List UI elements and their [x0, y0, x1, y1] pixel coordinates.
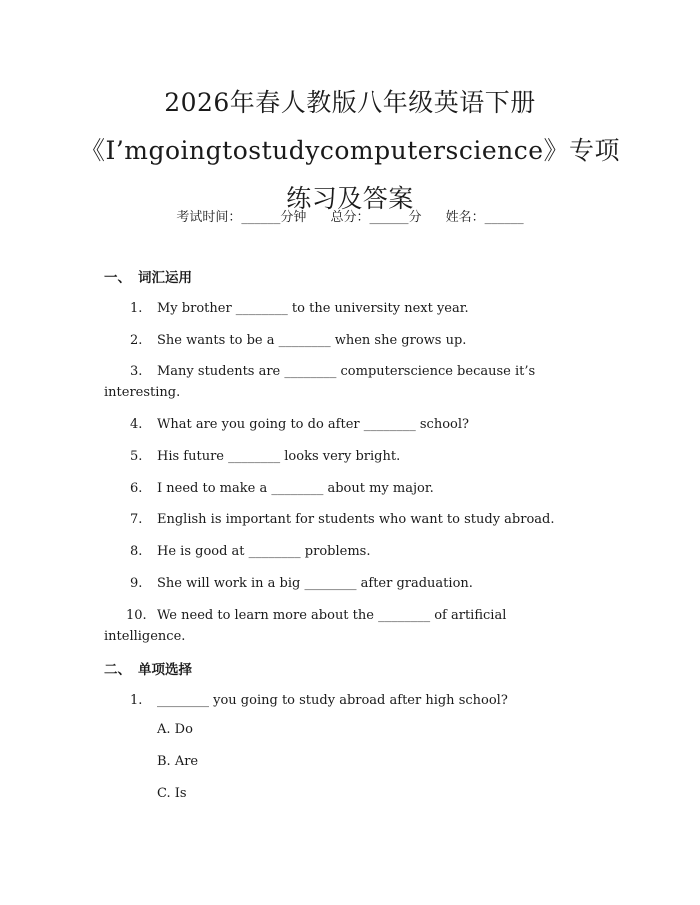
question-text: English is important for students who want to study abroad.: [157, 512, 555, 527]
question-item: [104, 573, 584, 594]
document-title: [60, 84, 640, 218]
question-number: 1.: [130, 693, 143, 708]
exam-meta: [0, 206, 700, 225]
question-number: 1.: [130, 301, 143, 316]
question-item: [104, 298, 584, 319]
question-text: ________ you going to study abroad after high school?: [157, 693, 508, 708]
exam-score: 总分：______分: [330, 210, 422, 225]
section-number: 一、: [104, 270, 131, 286]
option-b: B. Are: [157, 754, 199, 769]
option-c: C. Is: [157, 786, 187, 801]
section-title: 词汇运用: [138, 270, 192, 286]
question-text: She will work in a big ________ after graduation.: [157, 576, 473, 591]
question-text: interesting.: [104, 385, 181, 400]
section-number: 二、: [104, 662, 131, 678]
title-line-1: 2026年春人教版八年级英语下册: [164, 88, 536, 117]
question-number: 9.: [130, 576, 143, 591]
section-heading-vocabulary: [104, 266, 192, 286]
question-number: 8.: [130, 544, 143, 559]
exam-time: 考试时间：______分钟: [176, 210, 307, 225]
section-heading-multiple-choice: [104, 658, 192, 678]
question-number: 10.: [126, 608, 147, 623]
question-number: 6.: [130, 481, 143, 496]
question-number: 2.: [130, 333, 143, 348]
question-number: 3.: [130, 364, 143, 379]
question-item: [104, 478, 584, 499]
question-item: [104, 361, 584, 382]
question-text: We need to learn more about the ________ of artificial: [157, 608, 507, 623]
section-title: 单项选择: [138, 662, 192, 678]
question-text: Many students are ________ computerscience because it’s: [157, 364, 536, 379]
title-line-3: 练习及答案: [286, 184, 414, 213]
question-continuation: [104, 382, 584, 403]
question-text: intelligence.: [104, 629, 186, 644]
question-item: [104, 541, 584, 562]
question-number: 5.: [130, 449, 143, 464]
question-text: She wants to be a ________ when she grows up.: [157, 333, 467, 348]
question-number: 4.: [130, 417, 143, 432]
question-number: 7.: [130, 512, 143, 527]
question-item: [104, 330, 584, 351]
student-name: 姓名：______: [445, 210, 524, 225]
question-item: [104, 605, 584, 626]
question-item: [104, 509, 584, 530]
question-text: I need to make a ________ about my major.: [157, 481, 434, 496]
question-item: [104, 414, 584, 435]
question-item: [104, 446, 584, 467]
question-item: [104, 690, 584, 711]
question-text: He is good at ________ problems.: [157, 544, 371, 559]
question-continuation: [104, 626, 584, 647]
title-line-2: 《I’mgoingtostudycomputerscience》专项: [79, 136, 621, 165]
question-text: His future ________ looks very bright.: [157, 449, 401, 464]
question-text: My brother ________ to the university next year.: [157, 301, 469, 316]
question-text: What are you going to do after ________ school?: [157, 417, 469, 432]
option-a: A. Do: [157, 722, 193, 737]
